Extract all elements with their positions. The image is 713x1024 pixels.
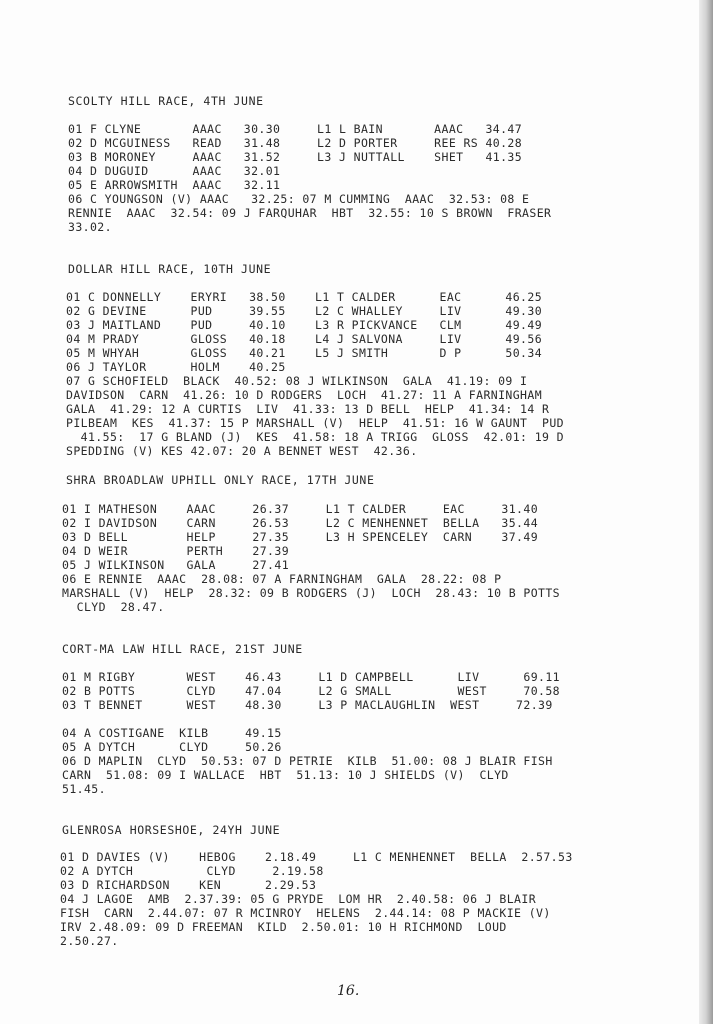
result-line: 03 T BENNET WEST 48.30 L3 P MACLAUGHLIN WEST 72.39: [62, 698, 553, 712]
result-line: 01 D DAVIES (V) HEBOG 2.18.49 L1 C MENHENNET BELLA 2.57.53: [60, 850, 573, 864]
result-line: IRV 2.48.09: 09 D FREEMAN KILD 2.50.01: 10 H RICHMOND LOUD: [60, 920, 507, 934]
result-line: PILBEAM KES 41.37: 15 P MARSHALL (V) HELP 41.51: 16 W GAUNT PUD: [66, 416, 565, 430]
result-line: 02 B POTTS CLYD 47.04 L2 G SMALL WEST 70.58: [62, 684, 561, 698]
result-line: 01 C DONNELLY ERYRI 38.50 L1 T CALDER EAC 46.25: [66, 290, 543, 304]
race-heading: DOLLAR HILL RACE, 10TH JUNE: [68, 262, 272, 276]
result-line: 03 D RICHARDSON KEN 2.29.53: [60, 878, 317, 892]
result-line: 05 J WILKINSON GALA 27.41: [62, 558, 290, 572]
race-heading: SHRA BROADLAW UPHILL ONLY RACE, 17TH JUNE: [66, 473, 375, 487]
result-line: 04 M PRADY GLOSS 40.18 L4 J SALVONA LIV 49.56: [66, 332, 543, 346]
result-line: 02 G DEVINE PUD 39.55 L2 C WHALLEY LIV 49.30: [66, 304, 543, 318]
result-line: SPEDDING (V) KES 42.07: 20 A BENNET WEST 42.36.: [66, 444, 418, 458]
result-line: 07 G SCHOFIELD BLACK 40.52: 08 J WILKINSON GALA 41.19: 09 I: [66, 374, 528, 388]
result-line: 2.50.27.: [60, 934, 119, 948]
result-line: CARN 51.08: 09 I WALLACE HBT 51.13: 10 J SHIELDS (V) CLYD: [62, 768, 509, 782]
result-line: MARSHALL (V) HELP 28.32: 09 B RODGERS (J) LOCH 28.43: 10 B POTTS: [62, 586, 561, 600]
result-line: 05 E ARROWSMITH AAAC 32.11: [68, 178, 281, 192]
result-line: 03 D BELL HELP 27.35 L3 H SPENCELEY CARN 37.49: [62, 530, 539, 544]
page-number: 16.: [337, 983, 360, 999]
result-line: 05 M WHYAH GLOSS 40.21 L5 J SMITH D P 50.34: [66, 346, 543, 360]
result-line: 41.55: 17 G BLAND (J) KES 41.58: 18 A TRIGG GLOSS 42.01: 19 D: [66, 430, 565, 444]
result-line: CLYD 28.47.: [62, 600, 165, 614]
page-edge-shadow: [699, 0, 713, 1024]
race-heading: SCOLTY HILL RACE, 4TH JUNE: [68, 94, 264, 108]
result-line: GALA 41.29: 12 A CURTIS LIV 41.33: 13 D BELL HELP 41.34: 14 R: [66, 402, 550, 416]
result-line: 01 M RIGBY WEST 46.43 L1 D CAMPBELL LIV 69.11: [62, 670, 561, 684]
result-line: 05 A DYTCH CLYD 50.26: [62, 740, 282, 754]
result-line: 02 I DAVIDSON CARN 26.53 L2 C MENHENNET BELLA 35.44: [62, 516, 539, 530]
result-line: 04 D WEIR PERTH 27.39: [62, 544, 290, 558]
result-line: 01 I MATHESON AAAC 26.37 L1 T CALDER EAC 31.40: [62, 502, 539, 516]
result-line: 06 D MAPLIN CLYD 50.53: 07 D PETRIE KILB 51.00: 08 J BLAIR FISH: [62, 754, 553, 768]
race-heading: CORT-MA LAW HILL RACE, 21ST JUNE: [62, 642, 303, 656]
result-line: 06 C YOUNGSON (V) AAAC 32.25: 07 M CUMMING AAAC 32.53: 08 E: [68, 192, 530, 206]
result-line: 51.45.: [62, 782, 106, 796]
result-line: 33.02.: [68, 220, 112, 234]
result-line: FISH CARN 2.44.07: 07 R MCINROY HELENS 2.44.14: 08 P MACKIE (V): [60, 906, 551, 920]
result-line: 06 J TAYLOR HOLM 40.25: [66, 360, 286, 374]
race-heading: GLENROSA HORSESHOE, 24YH JUNE: [62, 823, 281, 837]
result-line: 02 A DYTCH CLYD 2.19.58: [60, 864, 324, 878]
result-line: 04 D DUGUID AAAC 32.01: [68, 164, 281, 178]
result-line: 02 D MCGUINESS READ 31.48 L2 D PORTER REE RS 40.28: [68, 136, 523, 150]
result-line: DAVIDSON CARN 41.26: 10 D RODGERS LOCH 41.27: 11 A FARNINGHAM: [66, 388, 543, 402]
result-line: 04 A COSTIGANE KILB 49.15: [62, 726, 282, 740]
result-line: 03 B MORONEY AAAC 31.52 L3 J NUTTALL SHET 41.35: [68, 150, 523, 164]
result-line: 06 E RENNIE AAAC 28.08: 07 A FARNINGHAM GALA 28.22: 08 P: [62, 572, 502, 586]
result-line: 03 J MAITLAND PUD 40.10 L3 R PICKVANCE CLM 49.49: [66, 318, 543, 332]
result-line: 01 F CLYNE AAAC 30.30 L1 L BAIN AAAC 34.47: [68, 122, 523, 136]
result-line: RENNIE AAAC 32.54: 09 J FARQUHAR HBT 32.55: 10 S BROWN FRASER: [68, 206, 552, 220]
result-line: 04 J LAGOE AMB 2.37.39: 05 G PRYDE LOM HR 2.40.58: 06 J BLAIR: [60, 892, 537, 906]
